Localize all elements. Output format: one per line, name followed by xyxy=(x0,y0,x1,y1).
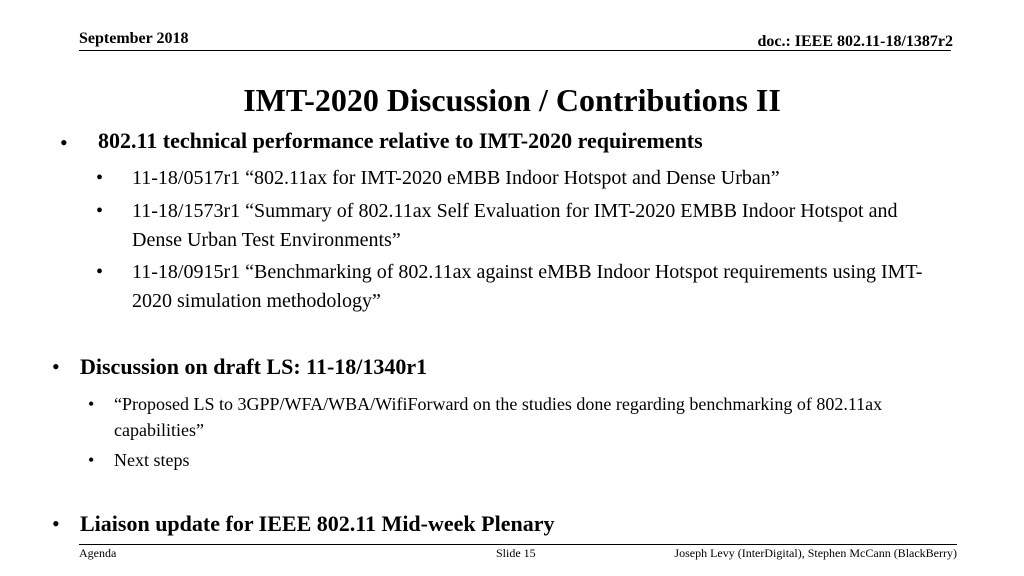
section-heading: 802.11 technical performance relative to IMT-2020 requirements xyxy=(98,128,703,153)
bullet-icon: • xyxy=(52,511,60,536)
slide-title: IMT-2020 Discussion / Contributions II xyxy=(243,82,781,118)
bullet-icon: • xyxy=(88,450,95,470)
bullet-icon: • xyxy=(88,394,95,414)
list-item-text: Next steps xyxy=(114,450,190,470)
bullet-icon: • xyxy=(52,354,60,379)
list-item-text: 11-18/0517r1 “802.11ax for IMT-2020 eMBB Indoor Hotspot and Dense Urban” xyxy=(132,167,780,189)
list-item-text: 11-18/1573r1 “Summary of 802.11ax Self Evaluation for IMT-2020 EMBB Indoor Hotspot and Dense Urban Test Environments” xyxy=(132,200,898,251)
footer-left: Agenda xyxy=(79,546,117,560)
section-heading: Discussion on draft LS: 11-18/1340r1 xyxy=(80,354,428,379)
header-rule xyxy=(79,50,951,51)
footer-slide-number: Slide 15 xyxy=(496,546,536,560)
bullet-icon: • xyxy=(96,200,104,222)
footer-rule xyxy=(79,544,957,545)
list-item-text: “Proposed LS to 3GPP/WFA/WBA/WifiForward on the studies done regarding benchmarking of 802.11ax capabilities” xyxy=(114,394,883,440)
list-item-text: 11-18/0915r1 “Benchmarking of 802.11ax against eMBB Indoor Hotspot requirements using IMT-2020 simulation methodology” xyxy=(132,261,923,312)
header-date: September 2018 xyxy=(79,30,189,47)
footer-authors: Joseph Levy (InterDigital), Stephen McCann (BlackBerry) xyxy=(674,546,957,560)
section-heading: Liaison update for IEEE 802.11 Mid-week Plenary xyxy=(80,511,555,536)
header-doc-id: doc.: IEEE 802.11-18/1387r2 xyxy=(757,33,953,50)
bullet-icon: • xyxy=(96,261,104,283)
bullet-icon: • xyxy=(60,130,68,155)
bullet-icon: • xyxy=(96,167,104,189)
